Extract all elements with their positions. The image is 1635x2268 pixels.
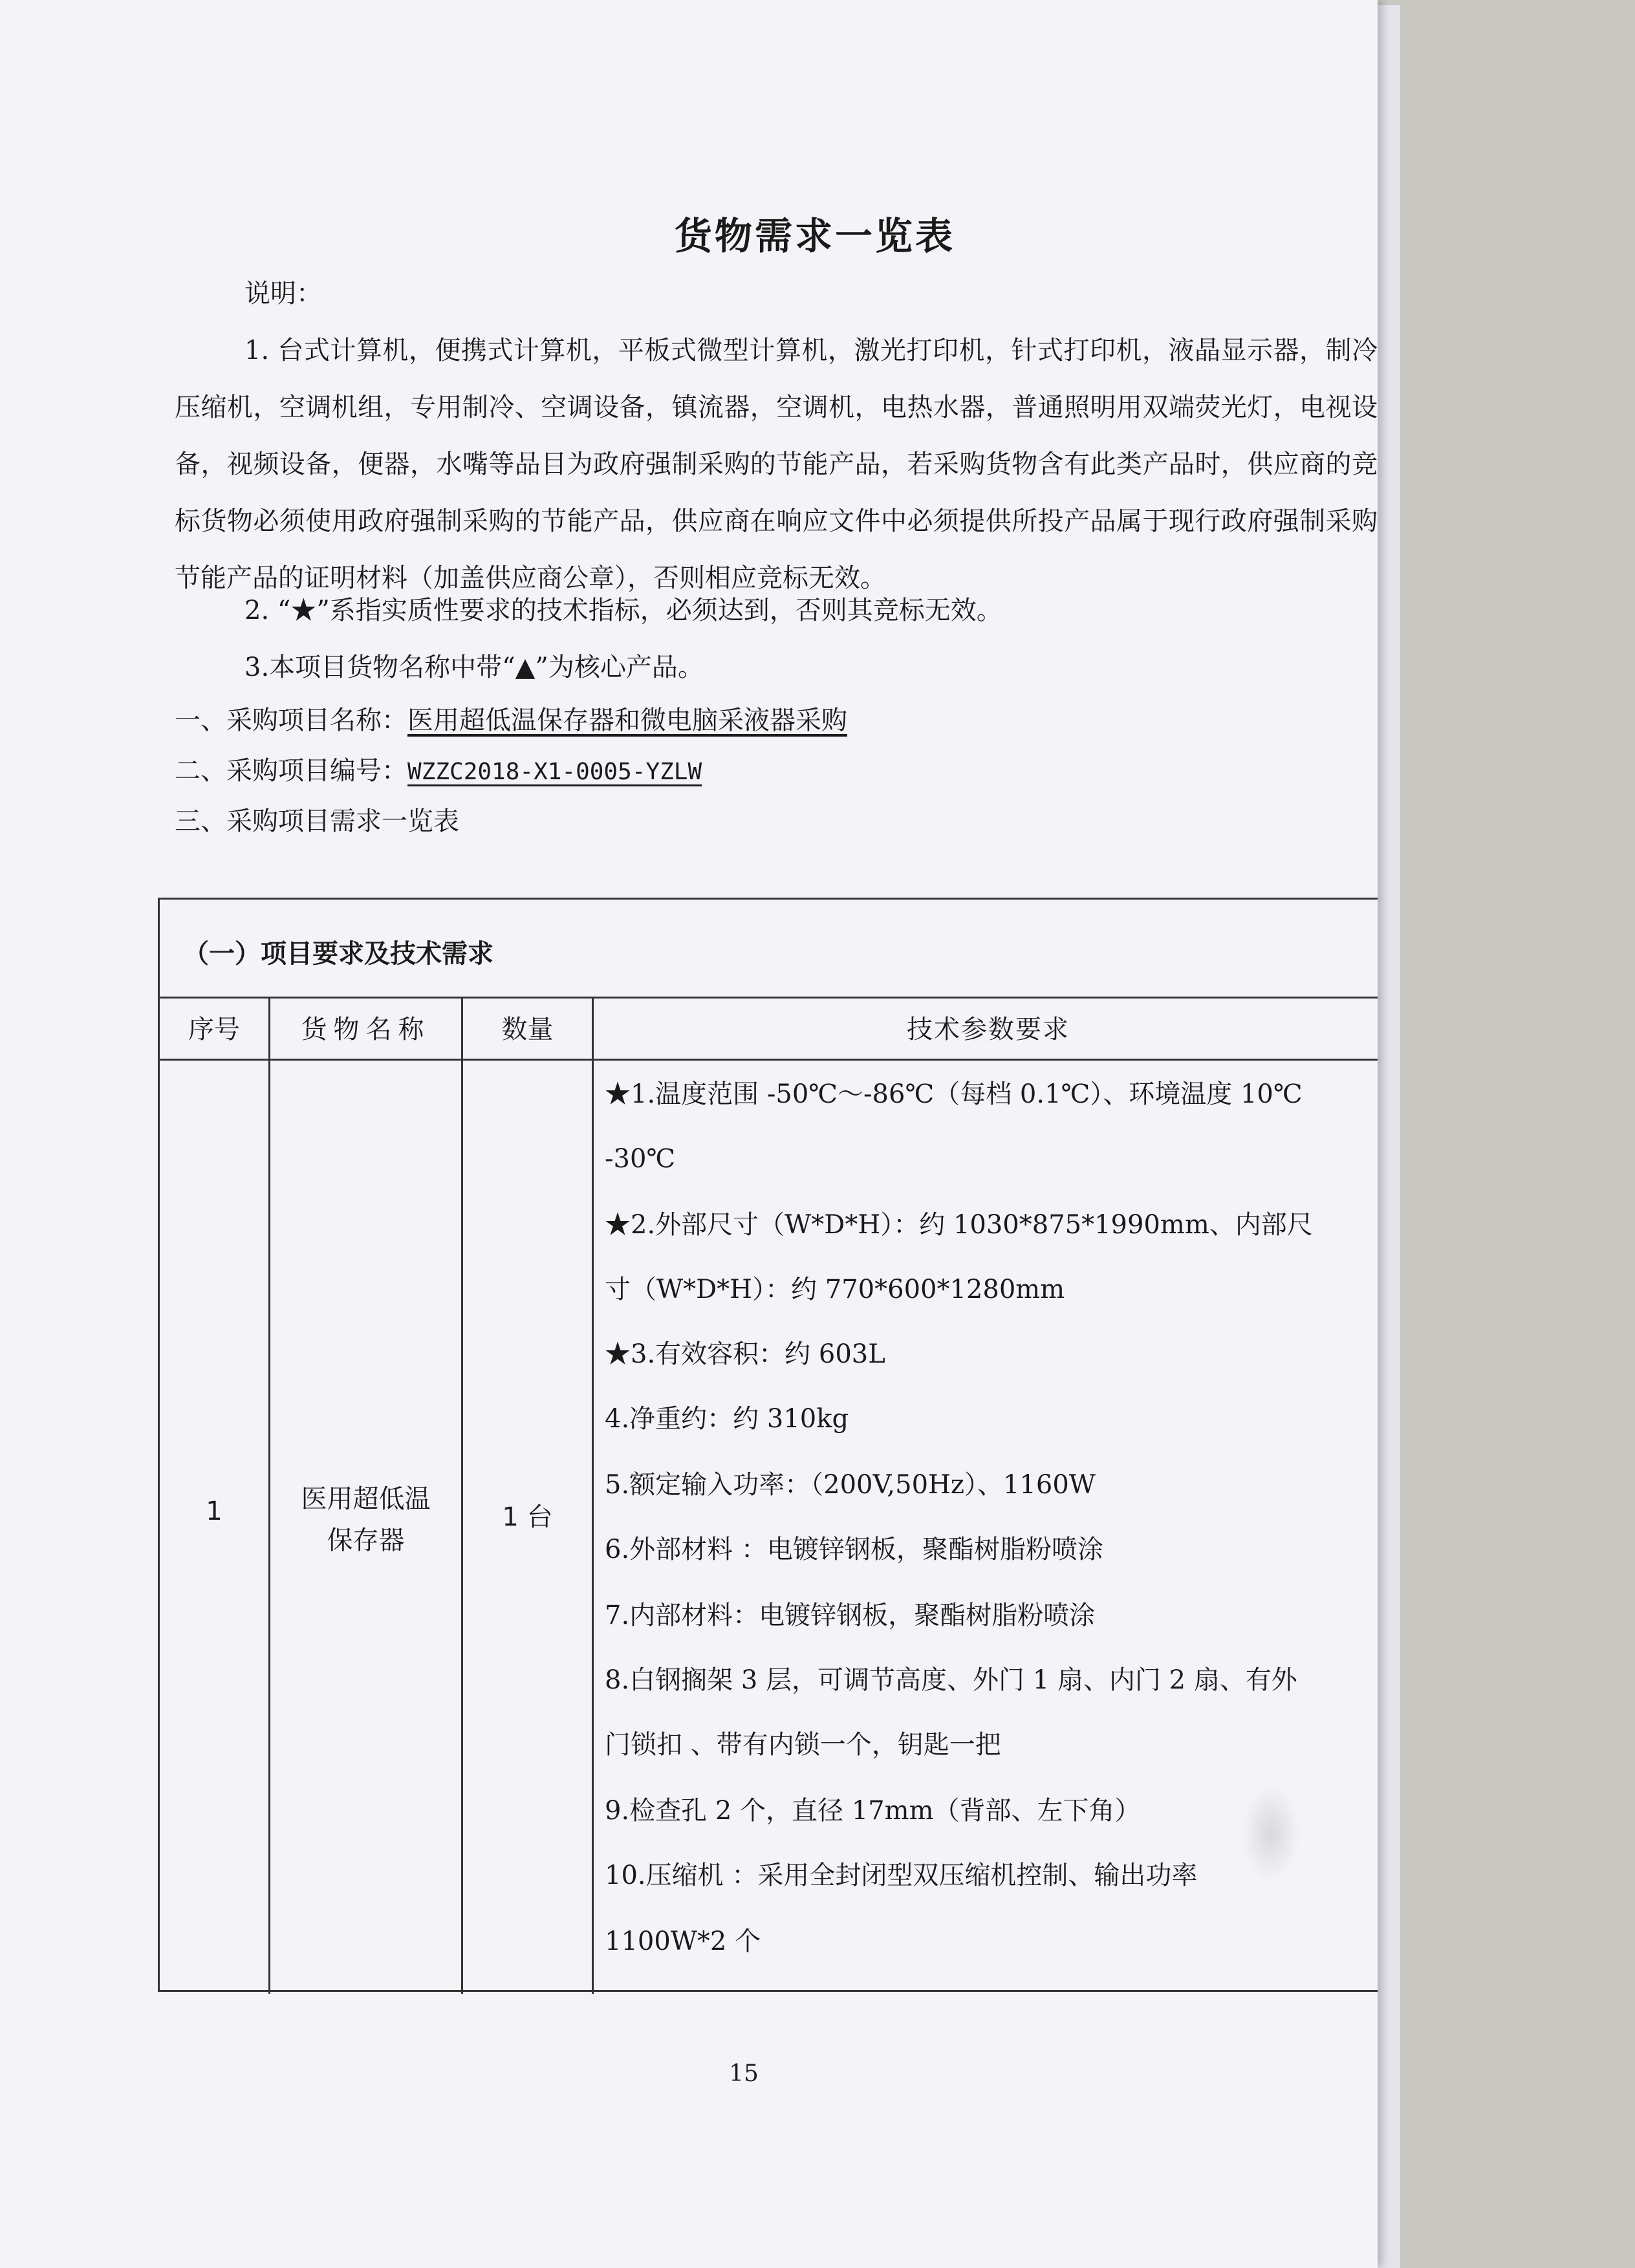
- spec-line: 1100W*2 个: [605, 1927, 761, 1956]
- spec-line: 6.外部材料 ：电镀锌钢板，聚酯树脂粉喷涂: [605, 1535, 1103, 1564]
- project-code-line: [175, 745, 702, 798]
- spec-line: 8.白钢搁架 3 层，可调节高度、外门 1 扇、内门 2 扇、有外: [605, 1665, 1297, 1695]
- scan-smudge: [1242, 1785, 1300, 1882]
- project-code-value: WZZC2018-X1-0005-YZLW: [407, 759, 702, 785]
- table-grid: [160, 997, 1378, 1994]
- row-quantity: 1 台: [502, 1502, 553, 1532]
- spec-line: 7.内部材料：电镀锌钢板，聚酯树脂粉喷涂: [605, 1601, 1096, 1630]
- table-section-title: （一）项目要求及技术需求: [183, 939, 493, 969]
- spec-line: 4.净重约：约 310kg: [605, 1404, 849, 1434]
- row-item-name: [270, 1478, 461, 1561]
- spec-line: 9.检查孔 2 个，直径 17mm（背部、左下角）: [605, 1796, 1141, 1826]
- note-item-1: 1. 台式计算机，便携式计算机，平板式微型计算机，激光打印机，针式打印机，液晶显示器，制冷压缩机，空调机组，专用制冷、空调设备，镇流器，空调机，电热水器，普通照明用双端荧光灯，电视设备，视频设备，便器，水嘴等品目为政府强制采购的节能产品，若采购货物含有此类产品时，供应商的竞标货物必须使用政府强制采购的节能产品，供应商在响应文件中必须提供所投产品属于现行政府强制采购节能产品的证明材料（加盖供应商公章），否则相应竞标无效。: [175, 336, 1378, 593]
- project-name-label: 一、采购项目名称：: [175, 706, 407, 735]
- spec-line: 10.压缩机 ：采用全封闭型双压缩机控制、输出功率: [605, 1861, 1198, 1890]
- item-name-line-2: 保存器: [327, 1526, 405, 1555]
- header-quantity: 数量: [501, 1015, 554, 1044]
- item-name-line-1: 医用超低温: [301, 1484, 431, 1514]
- spec-line: ★1.温度范围 -50℃～-86℃（每档 0.1℃）、环境温度 10℃: [605, 1079, 1303, 1109]
- note-item-2: 2. “★”系指实质性要求的技术指标，必须达到，否则其竞标无效。: [244, 596, 1002, 625]
- table-header-row: [160, 999, 1378, 1061]
- project-code-label: 二、采购项目编号：: [175, 756, 407, 786]
- spec-line: -30℃: [605, 1144, 676, 1174]
- row-index: 1: [206, 1496, 222, 1526]
- spec-line: ★3.有效容积：约 603L: [605, 1339, 885, 1369]
- project-name-value: 医用超低温保存器和微电脑采液器采购: [407, 706, 847, 735]
- column-divider: [592, 999, 594, 1994]
- spec-line: ★2.外部尺寸（W*D*H）：约 1030*875*1990mm、内部尺: [605, 1210, 1313, 1240]
- header-item-name: 货物名称: [301, 1015, 431, 1044]
- requirements-table: [158, 898, 1378, 1992]
- note-item-3: 3.本项目货物名称中带“▲”为核心产品。: [244, 653, 704, 682]
- project-list-label: 三、采购项目需求一览表: [175, 806, 459, 836]
- page-number: 15: [729, 2060, 759, 2087]
- header-index: 序号: [188, 1015, 240, 1044]
- spec-line: 门锁扣 、带有内锁一个，钥匙一把: [605, 1730, 1001, 1760]
- spec-line: 5.额定输入功率：（200V,50Hz）、1160W: [605, 1470, 1096, 1500]
- project-name-line: [175, 695, 847, 746]
- notes-label: 说明：: [244, 279, 322, 308]
- page-title: 货物需求一览表: [674, 214, 955, 258]
- header-specs: 技术参数要求: [907, 1015, 1070, 1044]
- spec-line: 寸（W*D*H）：约 770*600*1280mm: [605, 1275, 1065, 1304]
